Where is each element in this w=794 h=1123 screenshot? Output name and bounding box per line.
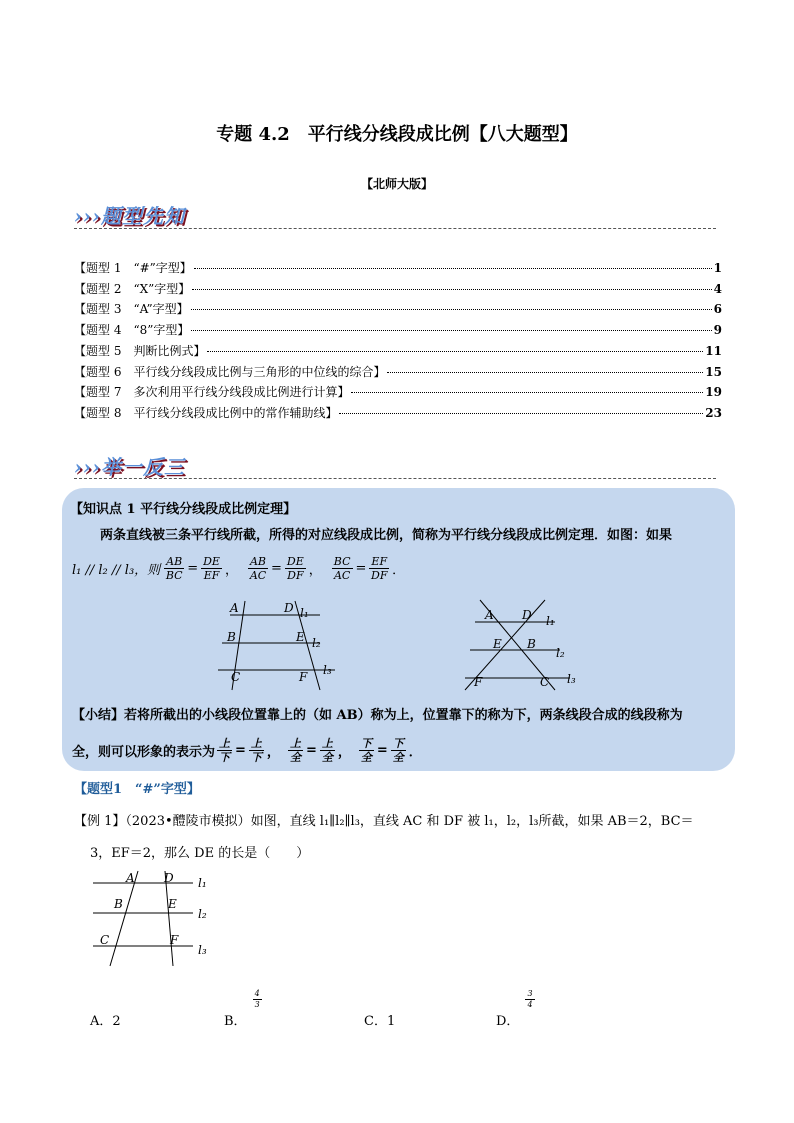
- svg-text:A: A: [230, 601, 239, 615]
- svg-text:F: F: [170, 933, 179, 947]
- svg-text:C: C: [100, 933, 110, 947]
- proportion: $\frac{AB}{BC}$ = $\frac{DE}{EF}$ ，: [165, 555, 238, 582]
- proportion: $\frac{\text{上}}{\text{下}}$ = $\frac{\text{上}}{\text{下}}$ ，: [219, 737, 280, 764]
- toc-leader: [192, 289, 711, 290]
- proportion: $\frac{BC}{AC}$ = $\frac{EF}{DF}$ ．: [333, 555, 406, 582]
- option-d[interactable]: D． $\frac{3}{4}$: [496, 989, 533, 1029]
- svg-text:l₂: l₂: [556, 646, 565, 660]
- toc-leader: [191, 330, 711, 331]
- toc-leader: [207, 351, 703, 352]
- banner-examples: ›››举一反三: [74, 455, 185, 479]
- fraction: $\frac{DE}{DF}$: [286, 555, 304, 582]
- knowledge-text: 两条直线被三条平行线所截，所得的对应线段成比例，简称为平行线分线段成比例定理．如图：如果: [100, 528, 673, 543]
- toc-label: 【题型 5 判断比例式】: [74, 343, 206, 358]
- fraction: $\frac{4}{3}$: [254, 989, 260, 1009]
- toc-label: 【题型 7 多次利用平行线分线段成比例进行计算】: [74, 385, 350, 400]
- proportion: $\frac{\text{下}}{\text{全}}$ = $\frac{\text{下}}{\text{全}}$ ．: [360, 737, 422, 764]
- toc-entry[interactable]: [74, 321, 722, 339]
- section-heading: 【题型1 “#”字型】: [74, 782, 200, 797]
- svg-text:l₃: l₃: [323, 663, 332, 677]
- option-c[interactable]: C．1: [364, 1014, 396, 1029]
- fraction: $\frac{\text{上}}{\text{全}}$: [321, 737, 333, 764]
- option-b[interactable]: B． $\frac{4}{3}$: [224, 989, 260, 1029]
- toc-entry[interactable]: [74, 404, 722, 422]
- option-a[interactable]: A．2: [90, 1014, 121, 1029]
- svg-text:A: A: [485, 608, 494, 622]
- svg-text:E: E: [168, 897, 177, 911]
- toc-page: 11: [705, 343, 722, 358]
- svg-text:l₃: l₃: [198, 943, 207, 957]
- toc-leader: [191, 309, 712, 310]
- svg-text:l₁: l₁: [546, 614, 555, 628]
- toc-page: 9: [713, 323, 722, 338]
- fraction: $\frac{\text{下}}{\text{全}}$: [360, 737, 372, 764]
- fraction: $\frac{AB}{BC}$: [165, 555, 183, 582]
- svg-text:A: A: [126, 871, 135, 885]
- fraction: $\frac{BC}{AC}$: [333, 555, 351, 582]
- svg-text:l₂: l₂: [312, 636, 321, 650]
- svg-text:D: D: [164, 871, 174, 885]
- svg-text:E: E: [493, 637, 502, 651]
- toc-entry[interactable]: [74, 342, 722, 360]
- example-question-cont: 3，EF＝2，那么 DE 的长是（ ）: [90, 846, 310, 861]
- fraction: $\frac{3}{4}$: [527, 989, 533, 1009]
- fraction: $\frac{DE}{EF}$: [203, 555, 220, 582]
- condition-text: l₁ // l₂ // l₃，则: [72, 563, 161, 578]
- svg-text:l₃: l₃: [567, 672, 576, 686]
- summary-formula: 全，则可以形象的表示为 $\frac{\text{上}}{\text{下}}$ = $\frac{\text{上}}{\text{下}}$ ， $\frac{\text{上}}{\text{全}}$ = $\frac{\text{上}}{\text{全}}$ ， $\frac{\text{下}}{\text{全}}$ = $\frac{\text{下}}{\text{全}}$ ．: [72, 737, 422, 764]
- toc-page: 1: [713, 261, 722, 275]
- svg-text:D: D: [522, 608, 532, 622]
- fraction: $\frac{\text{上}}{\text{全}}$: [289, 737, 301, 764]
- toc-label: 【题型 1 “#”字型】: [74, 261, 192, 275]
- svg-text:l₂: l₂: [198, 907, 207, 921]
- svg-text:D: D: [284, 601, 294, 615]
- toc-entry[interactable]: [74, 259, 722, 277]
- example-figure: [88, 868, 228, 968]
- toc-page: 19: [705, 385, 722, 400]
- svg-text:B: B: [527, 637, 536, 651]
- svg-text:F: F: [474, 675, 483, 689]
- svg-text:E: E: [296, 630, 305, 644]
- svg-text:B: B: [114, 897, 123, 911]
- svg-text:l₁: l₁: [300, 606, 309, 620]
- toc-leader: [194, 268, 712, 269]
- toc-page: 23: [705, 405, 722, 420]
- banner-overview: ›››题型先知: [74, 204, 185, 228]
- toc-label: 【题型 4 “8”字型】: [74, 323, 190, 338]
- svg-text:C: C: [540, 675, 550, 689]
- example-question: 【例 1】（2023•醴陵市模拟）如图，直线 l₁∥l₂∥l₃，直线 AC 和 DF 被 l₁，l₂，l₃所截，如果 AB＝2，BC＝: [74, 814, 694, 829]
- summary-text: 【小结】若将所截出的小线段位置靠上的（如 AB）称为上，位置靠下的称为下，两条线段合成的线段称为: [72, 708, 683, 723]
- proportion: $\frac{\text{上}}{\text{全}}$ = $\frac{\text{上}}{\text{全}}$ ，: [289, 737, 351, 764]
- toc-label: 【题型 6 平行线分线段成比例与三角形的中位线的综合】: [74, 364, 386, 379]
- toc-entry[interactable]: [74, 383, 722, 401]
- fraction: $\frac{\text{上}}{\text{下}}$: [250, 737, 262, 764]
- edition-label: 【北师大版】: [360, 177, 433, 191]
- fraction: $\frac{\text{下}}{\text{全}}$: [392, 737, 404, 764]
- toc-label: 【题型 8 平行线分线段成比例中的常作辅助线】: [74, 405, 338, 420]
- theorem-formula: [72, 555, 405, 582]
- toc-leader: [351, 392, 703, 393]
- svg-text:l₁: l₁: [198, 876, 207, 890]
- fraction: $\frac{EF}{DF}$: [371, 555, 388, 582]
- toc-leader: [339, 413, 703, 414]
- divider: [74, 478, 716, 479]
- toc-entry[interactable]: [74, 363, 722, 381]
- toc-entry[interactable]: [74, 300, 722, 318]
- proportion: $\frac{AB}{AC}$ = $\frac{DE}{DF}$ ，: [249, 555, 322, 582]
- svg-text:B: B: [227, 630, 236, 644]
- svg-text:F: F: [299, 670, 308, 684]
- fraction: $\frac{AB}{AC}$: [249, 555, 267, 582]
- toc-page: 15: [705, 364, 722, 379]
- x-figure: [460, 595, 590, 695]
- fraction: $\frac{\text{上}}{\text{下}}$: [219, 737, 231, 764]
- toc-page: 4: [713, 281, 722, 296]
- hash-figure: [210, 595, 350, 695]
- toc-page: 6: [713, 302, 722, 317]
- divider: [74, 228, 716, 229]
- toc-leader: [387, 372, 703, 373]
- page-title: 专题 4.2 平行线分线段成比例【八大题型】: [216, 124, 578, 145]
- svg-text:C: C: [231, 670, 241, 684]
- knowledge-heading: 【知识点 1 平行线分线段成比例定理】: [70, 502, 297, 517]
- toc-label: 【题型 3 “A”字型】: [74, 302, 189, 317]
- toc-label: 【题型 2 “X”字型】: [74, 281, 191, 296]
- toc-entry[interactable]: [74, 280, 722, 298]
